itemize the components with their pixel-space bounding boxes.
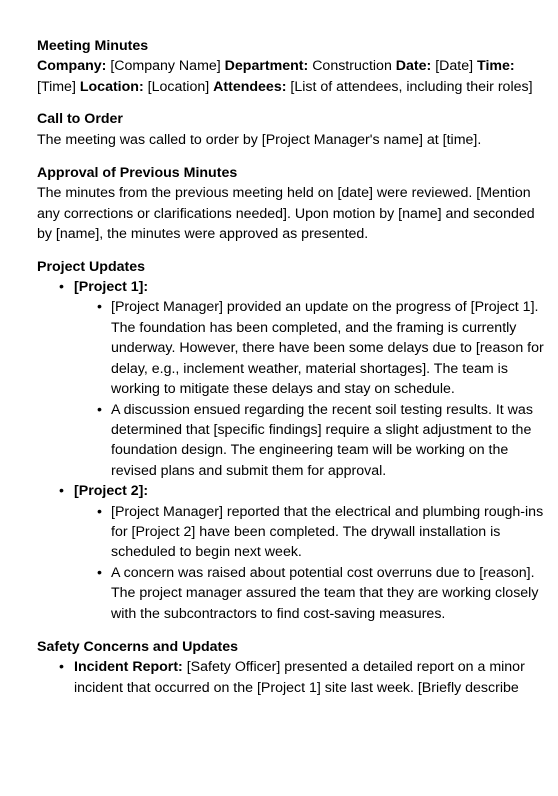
call-to-order-section bbox=[37, 109, 545, 150]
list-item bbox=[37, 657, 545, 698]
project-label: [Project 1]: bbox=[74, 279, 149, 296]
call-to-order-text: The meeting was called to order by [Project Manager's name] at [time]. bbox=[37, 131, 482, 148]
list-item bbox=[74, 400, 545, 482]
project-list bbox=[37, 277, 545, 624]
list-item[interactable] bbox=[74, 563, 545, 624]
company-value: [Company Name] bbox=[110, 58, 221, 75]
update-text: [Project Manager] provided an update on the progress of [Project 1]. The foundation has been completed, and the framing is currently underway. However, there have been some delays due to [reason for delay, e.g., inclement weather, material shortages]. The team is working to mitigate these delays and stay on schedule. bbox=[111, 299, 544, 398]
approval-text: The minutes from the previous meeting held on [date] were reviewed. [Mention any corrections or clarifications needed]. Upon motion by [name] and seconded by [name], the minutes were approved as presented. bbox=[37, 185, 535, 243]
date-value: [Date] bbox=[435, 58, 474, 75]
company-label: Company: bbox=[37, 58, 107, 75]
meeting-title: Meeting Minutes bbox=[37, 38, 149, 54]
bullet-icon: • bbox=[97, 299, 102, 316]
bullet-icon: • bbox=[97, 401, 102, 418]
project-item bbox=[37, 481, 545, 624]
department-label: Department: bbox=[224, 58, 309, 75]
date-label: Date: bbox=[395, 58, 432, 75]
bullet-icon: • bbox=[59, 279, 64, 296]
update-text: [Project Manager] reported that the electrical and plumbing rough-ins for [Project 2] have been completed. The drywall installation is scheduled to begin next week. bbox=[111, 503, 544, 561]
incident-label: Incident Report: bbox=[74, 659, 183, 676]
attendees-value: [List of attendees, including their roles] bbox=[290, 78, 533, 95]
project-label: [Project 2]: bbox=[74, 483, 149, 500]
time-value: [Time] bbox=[37, 78, 76, 95]
meeting-details bbox=[37, 56, 545, 97]
bullet-icon: • bbox=[97, 503, 102, 520]
incident-text: [Safety Officer] presented a detailed report on a minor incident that occurred on the [Project 1] site last week. [Briefly describe bbox=[74, 659, 525, 696]
safety-list bbox=[37, 657, 545, 698]
document-body bbox=[37, 36, 545, 712]
call-to-order-heading: Call to Order bbox=[37, 111, 123, 128]
safety-heading: Safety Concerns and Updates bbox=[37, 638, 239, 655]
time-label: Time: bbox=[477, 58, 515, 75]
meeting-header-section bbox=[37, 36, 545, 97]
project-updates-section bbox=[37, 257, 545, 624]
list-item bbox=[74, 502, 545, 563]
update-text: A discussion ensued regarding the recent soil testing results. It was determined that [specific findings] require a slight adjustment to the foundation design. The engineering team will be working on the revised plans and submit them for approval. bbox=[111, 401, 533, 479]
project-update-list bbox=[74, 297, 545, 481]
project-item bbox=[37, 277, 545, 481]
safety-section bbox=[37, 637, 545, 698]
approval-section bbox=[37, 163, 545, 245]
attendees-label: Attendees: bbox=[213, 78, 287, 95]
project-update-list bbox=[74, 502, 545, 624]
list-item bbox=[74, 297, 545, 399]
location-label: Location: bbox=[79, 78, 144, 95]
bullet-icon: • bbox=[97, 564, 102, 581]
approval-heading: Approval of Previous Minutes bbox=[37, 165, 238, 182]
update-text[interactable]: A concern was raised about potential cost overruns due to [reason]. The project manager assured the team that they are working closely with the subcontractors to find cost-saving measures. bbox=[111, 564, 539, 622]
bullet-icon: • bbox=[59, 659, 64, 676]
project-updates-heading: Project Updates bbox=[37, 258, 146, 275]
bullet-icon: • bbox=[59, 483, 64, 500]
location-value: [Location] bbox=[147, 78, 210, 95]
department-value: Construction bbox=[312, 58, 392, 75]
